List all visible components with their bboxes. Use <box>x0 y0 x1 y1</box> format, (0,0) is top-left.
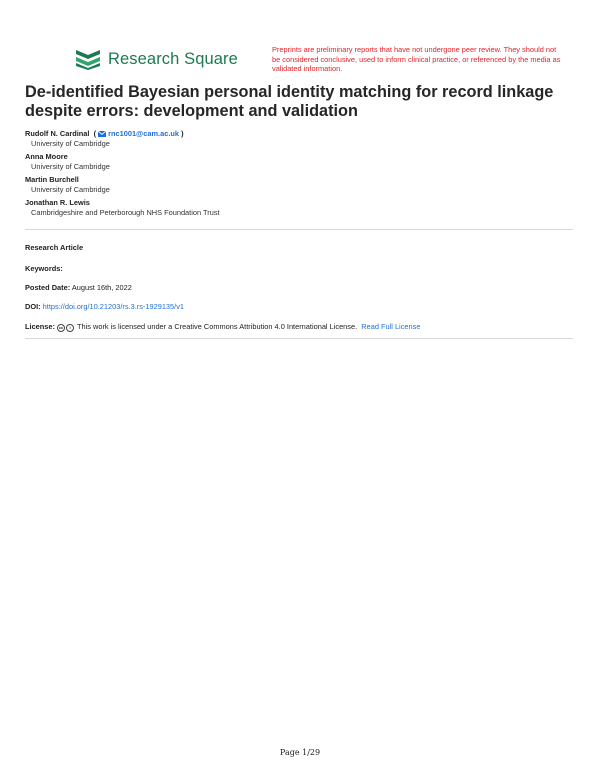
posted-date-row <box>25 283 132 292</box>
author-item <box>25 128 220 150</box>
divider-bottom <box>25 338 573 339</box>
attribution-icon[interactable]: i <box>66 324 74 332</box>
creative-commons-icon[interactable]: cc <box>58 325 64 330</box>
doi-link[interactable]: https://doi.org/10.21203/rs.3.rs-1929135/v1 <box>42 302 185 311</box>
email-open-paren: ( <box>91 129 99 138</box>
research-square-logo[interactable] <box>74 48 238 70</box>
preprint-notice: Preprints are preliminary reports that have not undergone peer review. They should not be considered conclusive, used to inform clinical practice, or referenced by the media as validated information. <box>272 45 561 74</box>
keywords-label: Keywords: <box>25 264 63 273</box>
doi-label: DOI: <box>25 302 41 311</box>
email-close-paren: ) <box>179 129 184 138</box>
author-email: rnc1001@cam.ac.uk <box>108 129 180 138</box>
author-name: Martin Burchell <box>25 174 79 184</box>
mail-icon <box>98 131 106 137</box>
divider-top <box>25 229 573 230</box>
posted-date-label: Posted Date: <box>25 283 71 292</box>
license-label: License: <box>25 322 55 331</box>
posted-date: August 16th, 2022 <box>71 283 132 292</box>
license-text: This work is licensed under a Creative Commons Attribution 4.0 International License. <box>76 322 358 331</box>
paper-title: De-identified Bayesian personal identity matching for record linkage despite errors: development and validation <box>25 83 554 120</box>
read-full-license-link[interactable]: Read Full License <box>361 322 421 331</box>
page-number: Page 1/29 <box>279 748 321 757</box>
doi-row <box>25 302 184 311</box>
author-item <box>25 174 220 196</box>
logo-text: Research Square <box>108 49 238 68</box>
author-item <box>25 151 220 173</box>
license-row <box>25 322 420 332</box>
author-affiliation: University of Cambridge <box>31 161 110 171</box>
author-name: Anna Moore <box>25 151 68 161</box>
author-item <box>25 197 220 219</box>
author-affiliation: University of Cambridge <box>31 139 110 148</box>
article-type: Research Article <box>25 243 84 252</box>
author-affiliation: University of Cambridge <box>31 184 110 194</box>
author-email-link[interactable] <box>98 129 179 138</box>
research-square-logo-icon <box>74 48 102 70</box>
author-name: Rudolf N. Cardinal <box>25 129 90 138</box>
author-affiliation: Cambridgeshire and Peterborough NHS Foundation Trust <box>31 207 220 217</box>
author-list <box>25 128 220 220</box>
author-name: Jonathan R. Lewis <box>25 197 90 207</box>
